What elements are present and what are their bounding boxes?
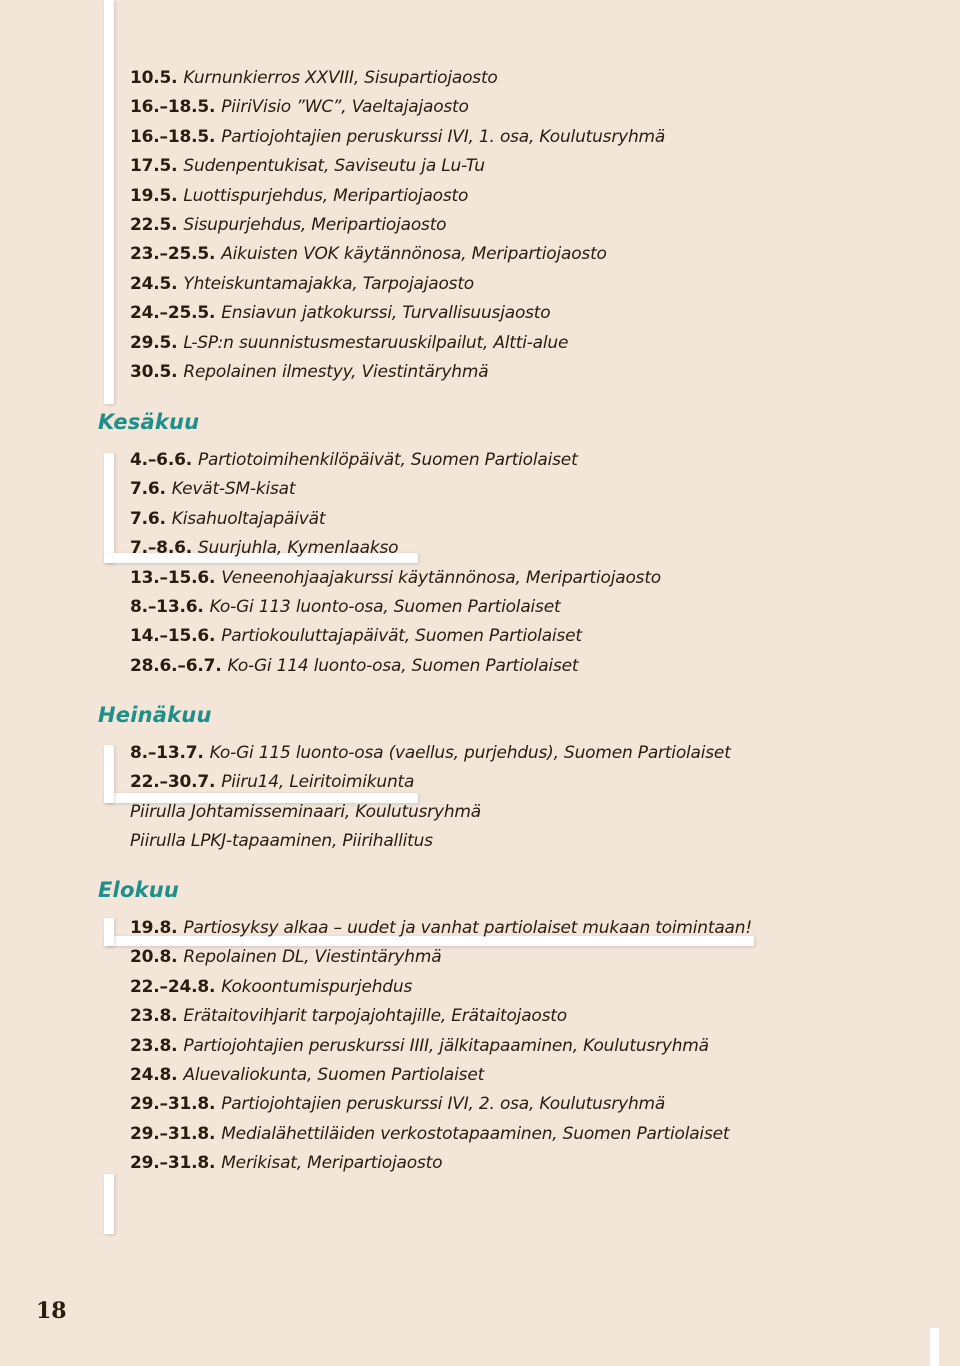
event-item [130,358,665,387]
august-list [130,914,752,1179]
decor-bar-aug-v [104,918,114,946]
event-date: 19.8. [130,918,178,938]
event-date: 8.–13.7. [130,743,204,763]
event-date: 23.8. [130,1035,178,1056]
event-title: Kisahuoltajapäivät [171,508,326,529]
event-item [130,64,665,93]
event-title: Merikisat, Meripartiojaosto [221,1153,443,1174]
event-title: Sudenpentukisat, Saviseutu ja Lu-Tu [183,156,485,177]
event-title: Medialähettiläiden verkostotapaaminen, Suomen Partiolaiset [221,1123,730,1144]
event-item [130,564,661,593]
event-title: L-SP:n suunnistusmestaruuskilpailut, Altti-alue [183,332,569,353]
event-item [130,152,665,181]
event-item [130,768,731,797]
event-item [130,1120,752,1149]
event-item [130,1032,752,1061]
event-title: Piirulla LPKJ-tapaaminen, Piirihallitus [130,831,433,852]
event-item [130,622,661,651]
event-title: Yhteiskuntamajakka, Tarpojajaosto [183,273,474,294]
event-date: 7.–8.6. [130,538,192,559]
event-item [130,329,665,358]
event-title: Piiru14, Leiritoimikunta [221,772,415,793]
event-title: Suurjuhla, Kymenlaakso [197,538,399,559]
event-date: 19.5. [130,185,178,206]
event-date: 28.6.–6.7. [130,655,222,676]
event-item [130,446,661,475]
event-date: 16.–18.5. [130,97,216,118]
event-item [130,593,661,622]
event-item [130,475,661,504]
event-item [130,827,731,856]
event-title: Aikuisten VOK käytännönosa, Meripartiojaosto [221,244,607,265]
event-item [130,93,665,122]
event-item [130,299,665,328]
event-title: Veneenohjaajakurssi käytännönosa, Meripartiojaosto [221,567,662,588]
event-date: 14.–15.6. [130,626,216,647]
decor-bar-right [930,1328,939,1366]
event-title: Partiokouluttajapäivät, Suomen Partiolaiset [221,626,582,647]
decor-bar-bottom [104,1174,114,1234]
event-date: 22.5. [130,214,178,235]
event-title: Partiosyksy alkaa – uudet ja vanhat partiolaiset mukaan toimintaan! [183,918,752,938]
event-title: Erätaitovihjarit tarpojajohtajille, Erätaitojaosto [183,1006,567,1027]
event-date: 20.8. [130,947,178,968]
event-date: 24.8. [130,1064,178,1085]
decor-bar-top [104,0,114,404]
event-title: Partiojohtajien peruskurssi IVI, 2. osa, Koulutusryhmä [221,1094,666,1115]
event-date: 30.5. [130,361,178,382]
event-item [130,943,752,972]
event-title: Ko-Gi 115 luonto-osa (vaellus, purjehdus), Suomen Partiolaiset [209,743,731,763]
event-date: 29.5. [130,332,178,353]
event-date: 24.5. [130,273,178,294]
event-title: Kevät-SM-kisat [171,479,296,500]
event-item [130,1061,752,1090]
event-item [130,182,665,211]
event-item [130,739,731,768]
event-item [130,652,661,681]
event-date: 29.–31.8. [130,1094,216,1115]
event-date: 10.5. [130,68,178,88]
event-item [130,973,752,1002]
event-date: 13.–15.6. [130,567,216,588]
event-date: 7.6. [130,508,166,529]
month-heading-july: Heinäkuu [98,703,212,727]
decor-bar-july-v [104,745,114,803]
event-item [130,270,665,299]
event-title: Kurnunkierros XXVIII, Sisupartiojaosto [183,68,498,88]
event-title: Luottispurjehdus, Meripartiojaosto [183,185,469,206]
month-heading-june: Kesäkuu [98,410,200,434]
event-date: 23.–25.5. [130,244,216,265]
page-number: 18 [36,1298,67,1324]
event-date: 16.–18.5. [130,126,216,147]
event-item [130,1090,752,1119]
event-date: 8.–13.6. [130,596,204,617]
event-item [130,798,731,827]
event-title: Kokoontumispurjehdus [221,976,413,997]
decor-bar-june-h [104,453,114,563]
june-list [130,446,661,681]
event-date: 24.–25.5. [130,303,216,324]
event-title: PiiriVisio ”WC”, Vaeltajajaosto [221,97,469,118]
event-date: 22.–24.8. [130,976,216,997]
month-heading-august: Elokuu [98,878,180,902]
event-item [130,211,665,240]
event-date: 29.–31.8. [130,1153,216,1174]
event-item [130,914,752,943]
event-title: Partiojohtajien peruskurssi IVI, 1. osa, Koulutusryhmä [221,126,666,147]
event-item [130,240,665,269]
event-item [130,534,661,563]
event-title: Partiojohtajien peruskurssi IIII, jälkitapaaminen, Koulutusryhmä [183,1035,709,1056]
event-title: Partiotoimihenkilöpäivät, Suomen Partiolaiset [197,450,578,470]
event-title: Aluevaliokunta, Suomen Partiolaiset [183,1064,485,1085]
event-date: 17.5. [130,156,178,177]
event-item [130,123,665,152]
event-title: Ko-Gi 113 luonto-osa, Suomen Partiolaiset [209,596,561,617]
event-title: Repolainen ilmestyy, Viestintäryhmä [183,361,489,382]
event-title: Repolainen DL, Viestintäryhmä [183,947,442,968]
event-title: Piirulla Johtamisseminaari, Koulutusryhmä [130,801,481,822]
event-date: 29.–31.8. [130,1123,216,1144]
event-item [130,1149,752,1178]
event-item [130,1002,752,1031]
event-date: 23.8. [130,1006,178,1027]
event-date: 4.–6.6. [130,450,192,470]
july-list [130,739,731,857]
may-list [130,64,665,387]
event-title: Sisupurjehdus, Meripartiojaosto [183,214,447,235]
event-title: Ko-Gi 114 luonto-osa, Suomen Partiolaiset [227,655,579,676]
event-date: 22.–30.7. [130,772,216,793]
event-date: 7.6. [130,479,166,500]
event-item [130,505,661,534]
event-title: Ensiavun jatkokurssi, Turvallisuusjaosto [221,303,551,324]
